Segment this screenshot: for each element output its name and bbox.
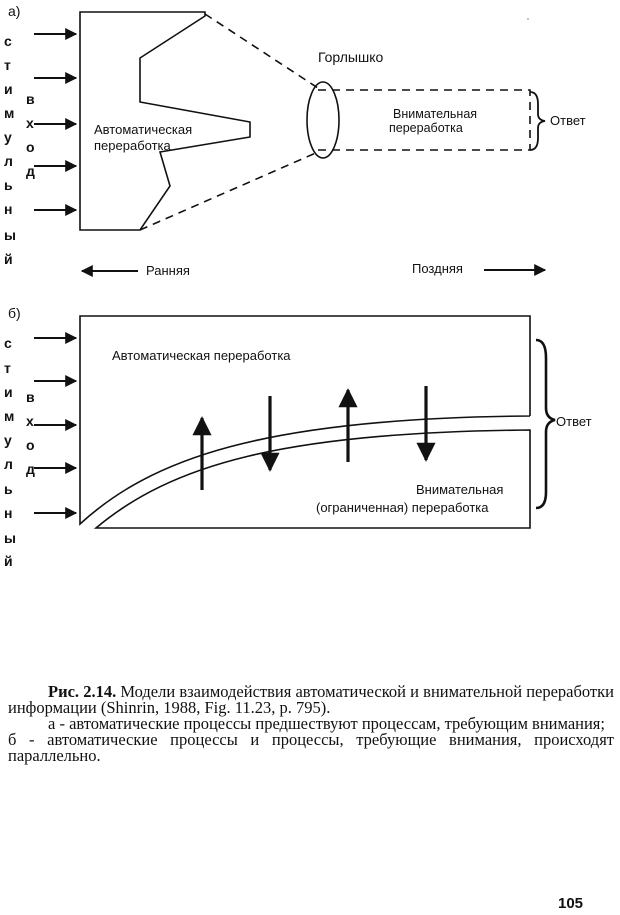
response-label-a: Ответ [550,113,586,128]
svg-text:н: н [4,505,13,521]
late-label: Поздняя [412,261,463,276]
funnel-dashed-lines [140,14,530,230]
panel-a [4,3,586,278]
svg-text:о: о [26,139,35,155]
caption-figure-number: Рис. 2.14. [48,682,117,701]
input-label-b [26,389,35,477]
svg-text:л: л [4,456,13,472]
svg-text:с: с [4,33,12,49]
svg-text:ы: ы [4,227,16,243]
svg-text:у: у [4,432,12,448]
stimuli-label-b [4,335,16,569]
panel-b-label: б) [8,305,21,321]
figure-caption [8,684,614,764]
automatic-processing-label-b: Автоматическая переработка [112,348,291,363]
svg-text:ь: ь [4,481,13,497]
svg-text:у: у [4,129,12,145]
automatic-processing-shape [80,12,250,230]
svg-text:м: м [4,408,15,424]
svg-text:д: д [26,163,35,179]
svg-text:ь: ь [4,177,13,193]
svg-text:и: и [4,384,13,400]
response-brace-b [536,340,555,508]
interaction-arrows [202,386,426,490]
svg-text:т: т [4,360,11,376]
svg-text:л: л [4,153,13,169]
input-arrows-a [34,34,76,210]
scan-dot [527,18,529,20]
svg-text:в: в [26,91,35,107]
svg-text:ы: ы [4,530,16,546]
svg-text:т: т [4,57,11,73]
attentive-processing-label-b-line2: (ограниченная) переработка [316,500,489,515]
attentive-processing-label-b-line1: Внимательная [416,482,504,497]
caption-item-a: а - автоматические процессы предшествуют процессам, требующим внимания; [48,714,605,733]
panel-b [4,305,592,569]
svg-text:н: н [4,201,13,217]
caption-title-paragraph [8,684,614,716]
svg-text:й: й [4,251,13,267]
bottleneck-ellipse [307,82,339,158]
stimuli-label-a [4,33,16,267]
svg-text:в: в [26,389,35,405]
automatic-processing-label-line1: Автоматическая [94,122,193,137]
panel-a-label: а) [8,3,21,19]
page-number: 105 [558,895,584,912]
response-label-b: Ответ [556,414,592,429]
attentive-processing-label-line1: Внимательная [393,107,478,121]
svg-text:х: х [26,413,34,429]
caption-title: Модели взаимодействия автоматической и внимательной переработки информации (Shinrin, 1988, Fig. 11.23, p. 795). [8,682,614,717]
bottleneck-label: Горлышко [318,49,384,65]
caption-item-b: б - автоматические процессы и процессы, требующие внимания, происходят параллельно. [8,730,614,765]
automatic-processing-label-line2: переработка [94,138,171,153]
svg-text:х: х [26,115,34,131]
early-label: Ранняя [146,263,190,278]
svg-text:и: и [4,81,13,97]
svg-text:м: м [4,105,15,121]
attentive-processing-label-line2: переработка [389,121,463,135]
svg-text:й: й [4,553,13,569]
svg-text:д: д [26,461,35,477]
response-brace-a [530,92,545,150]
svg-text:о: о [26,437,35,453]
input-label-a [26,91,35,179]
input-arrows-b [34,338,76,513]
svg-text:с: с [4,335,12,351]
